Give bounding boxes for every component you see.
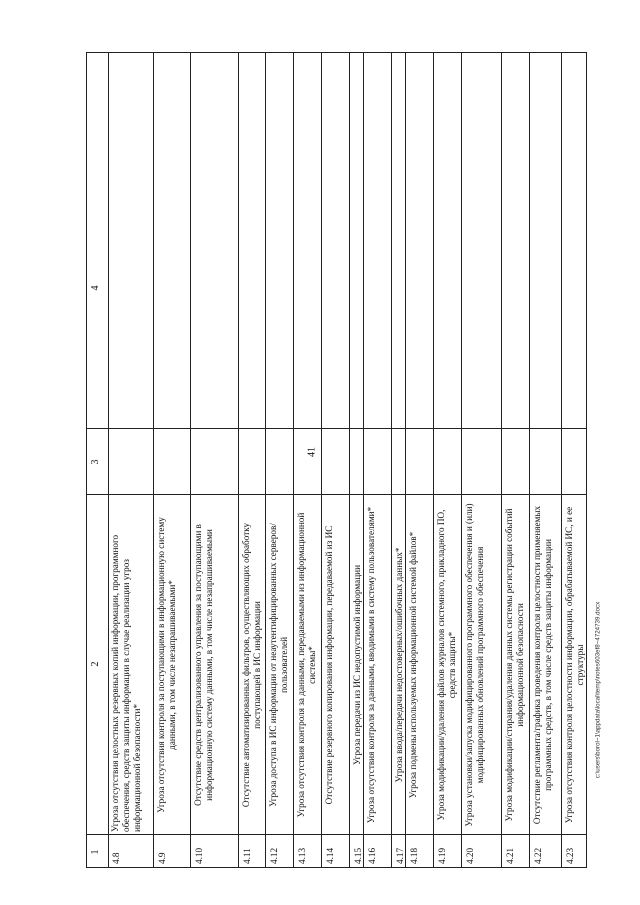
table-row (462, 52, 502, 868)
row-text: Угроза ввода/передачи недостоверных/ошибочных данных* (394, 547, 404, 783)
table-row (502, 52, 530, 868)
row-number: 4.23 (565, 847, 575, 864)
table-row (108, 52, 154, 868)
row-number: 4.18 (409, 847, 419, 864)
header-col-4: 4 (90, 285, 101, 291)
row-number: 4.13 (297, 847, 307, 864)
page-number: 41 (306, 447, 318, 457)
row-text: Угроза передачи из ИС недопустимой информации (352, 564, 362, 766)
header-col-3: 3 (90, 459, 101, 465)
table-row (434, 52, 462, 868)
row-number: 4.15 (353, 847, 363, 864)
row-number: 4.14 (325, 847, 335, 864)
table-row (406, 52, 434, 868)
table-row (266, 52, 294, 868)
row-text: Угроза доступа в ИС информации от неаутентифицированных серверов/пользователей (268, 523, 289, 807)
row-number: 4.9 (157, 852, 167, 864)
row-number: 4.11 (242, 848, 252, 864)
row-number: 4.10 (194, 847, 204, 864)
row-number: 4.19 (437, 847, 447, 864)
table-row (239, 52, 266, 868)
table-header-row (86, 52, 109, 868)
row-text: Угроза отсутствия целостных резервных копий информации, программного обеспечения, средств защиты информации в случае реализации угроз информационной безопасности* (110, 534, 142, 832)
table-row (154, 52, 191, 868)
row-number: 4.8 (111, 852, 121, 864)
row-number: 4.17 (395, 847, 405, 864)
row-text: Угроза отсутствия контроля за данными, вводимыми в систему пользователями* (366, 506, 376, 824)
threat-table (86, 52, 587, 868)
row-text: Угроза модификации/стирания/удаления данных системы регистрации событий информационной безопасности (504, 508, 525, 822)
table-row (364, 52, 392, 868)
row-text: Отсутствие резервного копирования информации, передаваемой из ИС (324, 525, 334, 805)
table-row (392, 52, 406, 868)
row-text: Отсутствие регламента/графика проведения контроля целостности применяемых программных средств, в том числе средств защиты информации (532, 505, 553, 825)
header-col-2: 2 (90, 661, 101, 667)
table-row (191, 52, 239, 868)
row-text: Угроза установки/запуска модифицированного программного обеспечения и (или) модифицированных обновлений программного обеспечения (464, 503, 485, 827)
row-text: Угроза подмены используемых информационной системой файлов* (408, 531, 418, 799)
row-number: 4.22 (533, 847, 543, 864)
row-text: Угроза отсутствия контроля за поступающими в информационную систему данными, в том числе незапрашиваемыми* (156, 517, 177, 813)
row-number: 4.21 (505, 847, 515, 864)
table-rotated-body (86, 52, 587, 868)
table-row (322, 52, 350, 868)
row-number: 4.20 (465, 847, 475, 864)
table-row (530, 52, 562, 868)
row-text: Отсутствие автоматизированных фильтров, осуществляющих обработку поступающей в ИС информации (241, 522, 262, 808)
row-text: Угроза отсутствия контроля за данными, передаваемыми из информационной системы* (296, 512, 317, 818)
row-text: Угроза отсутствия контроля целостности информации, обрабатываемой ИС, и ее структуры (564, 506, 585, 824)
row-number: 4.12 (269, 847, 279, 864)
table-row (562, 52, 587, 868)
row-text: Угроза модификации/удаления файлов журналов системного, прикладного ПО, средств защиты* (436, 509, 457, 821)
row-text: Отсутствие средств централизованного управления за поступающими в информационную систему данными, в том числе незапрашиваемыми (193, 524, 214, 806)
header-col-1: 1 (90, 849, 101, 855)
table-row (294, 52, 322, 868)
row-number: 4.16 (367, 847, 377, 864)
table-row (350, 52, 364, 868)
footer-file-path: c:\users\borol~1\appdata\local\temp\notes603ef8~4724739.docx (594, 601, 602, 779)
